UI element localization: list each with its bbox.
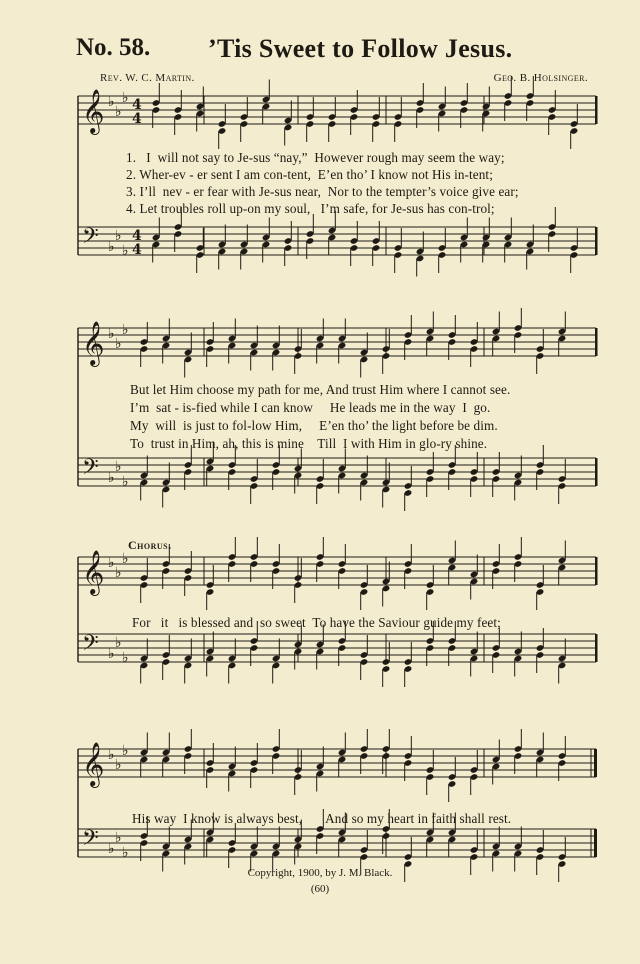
flat-sign-icon: ♭ (122, 90, 129, 106)
flat-sign-icon: ♭ (115, 104, 122, 120)
flat-sign-icon: ♭ (122, 743, 129, 759)
chorus-line-2: His way I know is always best, And so my heart in faith shall rest. (132, 811, 512, 826)
page-number: (60) (310, 883, 330, 895)
bass-clef-icon: 𝄢 (82, 826, 99, 856)
author-credit: Rev. W. C. Martin. (100, 72, 195, 84)
verse-3-line-2: My will is just to fol-low Him, E’en tho’ the light before be dim. (130, 418, 498, 433)
verse-1-line-2: But let Him choose my path for me, And trust Him where I cannot see. (130, 382, 511, 397)
flat-sign-icon: ♭ (108, 555, 115, 571)
flat-sign-icon: ♭ (122, 650, 129, 666)
flat-sign-icon: ♭ (115, 830, 122, 846)
flat-sign-icon: ♭ (115, 228, 122, 244)
verse-4-line-1: 4. Let troubles roll up-on my soul, I’m safe, for Je-sus has con-trol; (126, 201, 495, 216)
hymn-title: ’Tis Sweet to Follow Jesus. (208, 34, 513, 63)
flat-sign-icon: ♭ (108, 646, 115, 662)
chorus-label: Chorus. (128, 538, 172, 552)
verse-3-line-1: 3. I’ll nev - er fear with Je-sus near, Nor to the tempter’s voice give ear; (126, 184, 519, 199)
flat-sign-icon: ♭ (108, 841, 115, 857)
chorus-line-1: For it is blessed and so sweet To have the Saviour guide my feet; (132, 615, 501, 630)
verse-2-line-2: I’m sat - is-fied while I can know He leads me in the way I go. (130, 400, 491, 415)
bass-clef-icon: 𝄢 (82, 455, 99, 485)
flat-sign-icon: ♭ (108, 94, 115, 110)
flat-sign-icon: ♭ (108, 326, 115, 342)
flat-sign-icon: ♭ (108, 239, 115, 255)
flat-sign-icon: ♭ (122, 474, 129, 490)
flat-sign-icon: ♭ (122, 551, 129, 567)
flat-sign-icon: ♭ (115, 459, 122, 475)
bass-clef-icon: 𝄢 (82, 631, 99, 661)
treble-clef-icon: 𝄞 (82, 550, 105, 594)
bar-line (595, 328, 598, 356)
time-signature-top: 4 (132, 228, 142, 244)
flat-sign-icon: ♭ (122, 845, 129, 861)
verse-4-line-2: To trust in Him, ah, this is mine Till I with Him in glo-ry shine. (130, 436, 488, 451)
flat-sign-icon: ♭ (108, 747, 115, 763)
copyright-notice: Copyright, 1900, by J. M. Black. (247, 867, 393, 879)
final-bar (594, 829, 597, 857)
treble-clef-icon: 𝄞 (82, 742, 105, 786)
verse-2-line-1: 2. Wher-ev - er sent I am con-tent, E’en tho’ I know not His in-tent; (126, 167, 493, 182)
bar-line (595, 227, 598, 255)
bar-line (595, 634, 598, 662)
composer-credit: Geo. B. Holsinger. (493, 72, 588, 84)
hymn-number: No. 58. (76, 34, 151, 61)
bar-line (595, 96, 598, 124)
bar-line (595, 557, 598, 585)
time-signature-bottom: 4 (132, 111, 142, 127)
flat-sign-icon: ♭ (108, 470, 115, 486)
flat-sign-icon: ♭ (122, 322, 129, 338)
flat-sign-icon: ♭ (115, 565, 122, 581)
bar-line (595, 458, 598, 486)
flat-sign-icon: ♭ (115, 757, 122, 773)
treble-clef-icon: 𝄞 (82, 89, 105, 133)
time-signature-bottom: 4 (132, 242, 142, 258)
flat-sign-icon: ♭ (122, 243, 129, 259)
final-bar (594, 749, 597, 777)
treble-clef-icon: 𝄞 (82, 321, 105, 365)
bass-clef-icon: 𝄢 (82, 224, 99, 254)
flat-sign-icon: ♭ (115, 336, 122, 352)
verse-1-line-1: 1. I will not say to Je-sus “nay,” However rough may seem the way; (126, 150, 505, 165)
flat-sign-icon: ♭ (115, 635, 122, 651)
time-signature-top: 4 (132, 97, 142, 113)
